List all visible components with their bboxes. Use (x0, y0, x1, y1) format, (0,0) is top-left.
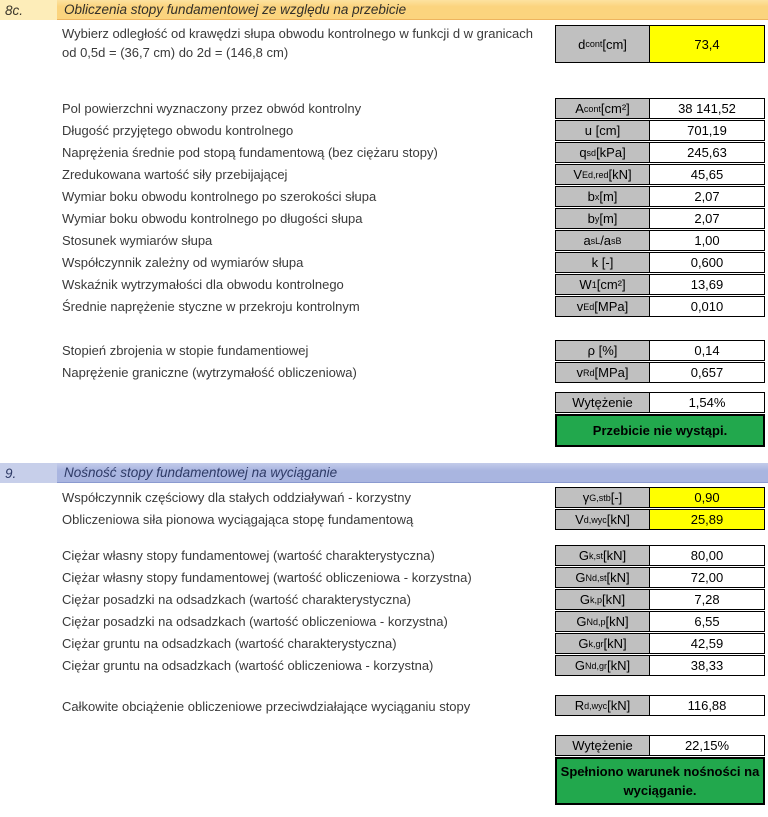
symbol-cell: V Ed,red [kN] (556, 165, 650, 184)
row-label: Pol powierzchni wyznaczony przez obwód kontrolny (62, 101, 362, 116)
row-label: Ciężar własny stopy fundamentowej (wartość obliczeniowa - korzystna) (62, 570, 472, 585)
value-cell: 38 141,52 (678, 101, 736, 116)
value-cell: 7,28 (694, 592, 720, 607)
value-row (555, 208, 765, 229)
value-table (555, 487, 765, 531)
value-row (555, 164, 765, 185)
row-label: Średnie naprężenie styczne w przekroju kontrolnym (62, 299, 360, 314)
value-row (555, 735, 765, 756)
value-cell: 245,63 (687, 145, 727, 160)
row-label: Naprężenia średnie pod stopą fundamentową (bez ciężaru stopy) (62, 145, 438, 160)
symbol-cell: G N d,st [kN] (556, 568, 650, 587)
value-row (555, 633, 765, 654)
value-cell: 38,33 (690, 658, 724, 673)
symbol-cell: q s d [kPa] (556, 143, 650, 162)
value-table (555, 695, 765, 717)
value-row (555, 142, 765, 163)
label-column (62, 545, 472, 677)
value-row (555, 655, 765, 676)
utilization-row-pullout (555, 735, 765, 757)
value-row (555, 274, 765, 295)
value-row (555, 545, 765, 566)
value-row (555, 230, 765, 251)
symbol-cell: d cont [cm] (556, 26, 650, 62)
value-row (555, 362, 765, 383)
value-row (555, 567, 765, 588)
value-row (555, 25, 765, 63)
symbol-cell: b y [m] (556, 209, 650, 228)
value-row (555, 611, 765, 632)
value-cell: 42,59 (690, 636, 724, 651)
section-8c-number: 8c. (0, 0, 57, 20)
value-cell: 0,14 (694, 343, 720, 358)
value-row (555, 695, 765, 716)
row-label: Współczynnik częściowy dla stałych oddziaływań - korzystny (62, 490, 411, 505)
utilization-value-cell: 1,54% (688, 395, 726, 410)
value-cell: 116,88 (687, 698, 727, 713)
value-row (555, 252, 765, 273)
result-box-pullout: Spełniono warunek nośności na wyciąganie. (555, 757, 765, 805)
symbol-cell: u [cm] (556, 121, 650, 140)
row-label: Długość przyjętego obwodu kontrolnego (62, 123, 294, 138)
row-label: Wybierz odległość od krawędzi słupa obwodu kontrolnego w funkcji d w granicach od 0,5d = (36,7 cm) do 2d = (146,8 cm) (62, 26, 534, 60)
value-cell: 0,657 (690, 365, 724, 380)
symbol-cell: G N d,gr [kN] (556, 656, 650, 675)
label-column (62, 98, 438, 318)
value-cell: 6,55 (694, 614, 720, 629)
input-cell[interactable]: 0,90 (650, 488, 764, 507)
value-cell: 72,00 (690, 570, 724, 585)
section-9-header (0, 463, 768, 483)
value-row (555, 589, 765, 610)
row-label: Stosunek wymiarów słupa (62, 233, 213, 248)
symbol-cell: γ G,stb [-] (556, 488, 650, 507)
symbol-cell: v Rd [MPa] (556, 363, 650, 382)
value-cell: 0,600 (690, 255, 724, 270)
value-cell: 13,69 (690, 277, 724, 292)
label-column (62, 340, 357, 384)
value-row (555, 186, 765, 207)
utilization-label-cell: Wytężenie (556, 393, 650, 412)
input-cell[interactable]: 73,4 (650, 26, 764, 62)
value-cell: 2,07 (694, 189, 720, 204)
section-8c-title: Obliczenia stopy fundamentowej ze względu na przebicie (57, 0, 768, 20)
value-row (555, 509, 765, 530)
value-cell: 1,00 (694, 233, 720, 248)
symbol-cell: G k,p [kN] (556, 590, 650, 609)
value-table (555, 545, 765, 677)
row-label: Stopień zbrojenia w stopie fundamentiowej (62, 343, 309, 358)
label-column (62, 487, 413, 531)
value-cell: 2,07 (694, 211, 720, 226)
utilization-row-punching (555, 392, 765, 414)
value-row (555, 392, 765, 413)
value-cell: 80,00 (690, 548, 724, 563)
section-8c-header (0, 0, 768, 20)
symbol-cell: G N d,p [kN] (556, 612, 650, 631)
row-label: Wymiar boku obwodu kontrolnego po długości słupa (62, 211, 363, 226)
value-cell: 0,010 (690, 299, 724, 314)
row-label: Wymiar boku obwodu kontrolnego po szerokości słupa (62, 189, 377, 204)
symbol-cell: G k,gr [kN] (556, 634, 650, 653)
result-box-punching: Przebicie nie wystąpi. (555, 414, 765, 447)
row-label: Współczynnik zależny od wymiarów słupa (62, 255, 304, 270)
value-table (555, 340, 765, 384)
section-9-number: 9. (0, 463, 57, 483)
row-label: Naprężenie graniczne (wytrzymałość obliczeniowa) (62, 365, 357, 380)
row-label: Ciężar posadzki na odsadzkach (wartość obliczeniowa - korzystna) (62, 614, 448, 629)
symbol-cell: b x [m] (556, 187, 650, 206)
row-label: Ciężar gruntu na odsadzkach (wartość obliczeniowa - korzystna) (62, 658, 434, 673)
value-row (555, 487, 765, 508)
section-9-title: Nośność stopy fundamentowej na wyciąganie (57, 463, 768, 483)
value-row (555, 120, 765, 141)
input-cell[interactable]: 25,89 (650, 510, 764, 529)
symbol-cell: v Ed [MPa] (556, 297, 650, 316)
value-row (555, 296, 765, 317)
row-label: Zredukowana wartość siły przebijającej (62, 167, 288, 182)
symbol-cell: V d,wyc [kN] (556, 510, 650, 529)
row-label: Wskaźnik wytrzymałości dla obwodu kontrolnego (62, 277, 344, 292)
symbol-cell: W 1 [cm²] (556, 275, 650, 294)
symbol-cell: A cont [cm²] (556, 99, 650, 118)
value-cell: 45,65 (690, 167, 724, 182)
row-label: Ciężar posadzki na odsadzkach (wartość charakterystyczna) (62, 592, 411, 607)
row-label: Całkowite obciążenie obliczeniowe przeciwdziałające wyciąganiu stopy (62, 699, 471, 714)
value-row (555, 340, 765, 361)
utilization-label-cell: Wytężenie (556, 736, 650, 755)
row-label: Obliczeniowa siła pionowa wyciągająca stopę fundamentową (62, 512, 414, 527)
row-label: Ciężar własny stopy fundamentowej (wartość charakterystyczna) (62, 548, 435, 563)
value-row (555, 98, 765, 119)
symbol-cell: R d,wyc [kN] (556, 696, 650, 715)
symbol-cell: a sL /a sB (556, 231, 650, 250)
value-cell: 701,19 (687, 123, 727, 138)
symbol-cell: k [-] (556, 253, 650, 272)
utilization-value-cell: 22,15% (684, 738, 730, 753)
symbol-cell: ρ [%] (556, 341, 650, 360)
value-table (555, 98, 765, 318)
row-label: Ciężar gruntu na odsadzkach (wartość charakterystyczna) (62, 636, 397, 651)
symbol-cell: G k,st [kN] (556, 546, 650, 565)
